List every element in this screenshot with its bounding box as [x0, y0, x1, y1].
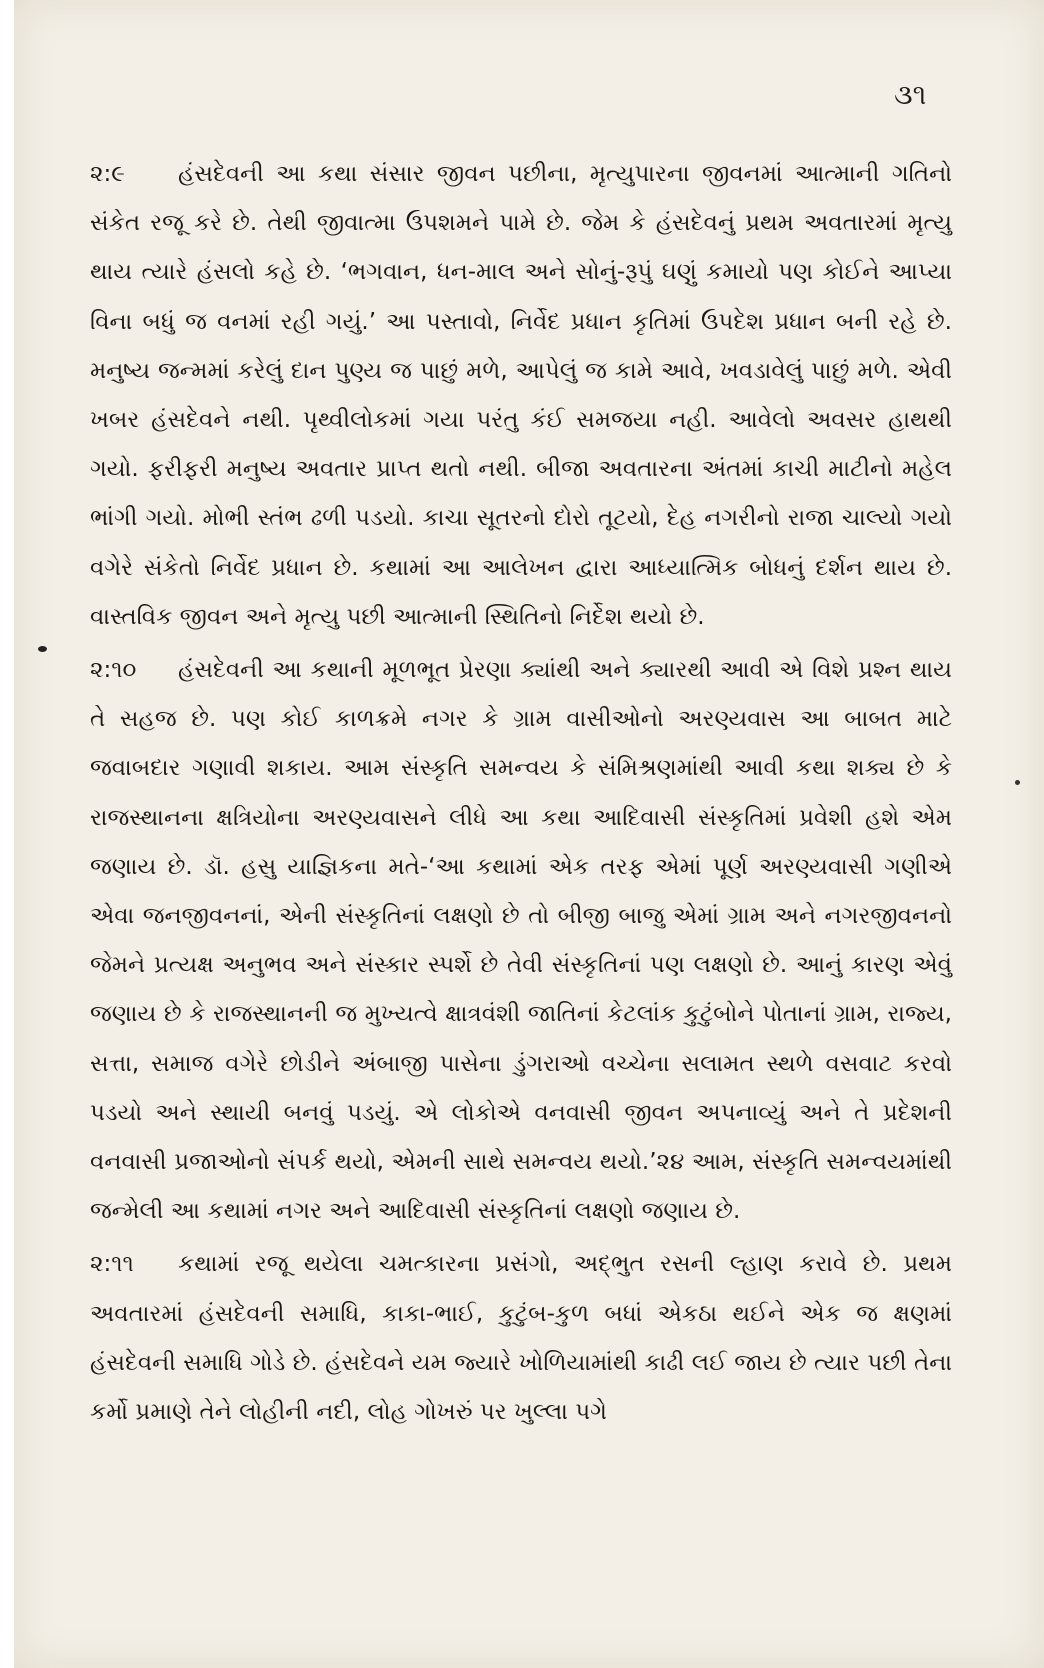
body-text — [90, 150, 952, 1441]
paragraph-2-9 — [90, 150, 952, 642]
margin-mark — [38, 646, 47, 652]
paragraph-text: હંસદેવની આ કથા સંસાર જીવન પછીના, મૃત્યુપારના જીવનમાં આત્માની ગતિનો સંકેત રજૂ કરે છે. તેથી જીવાત્મા ઉપશમને પામે છે. જેમ કે હંસદેવનું પ્રથમ અવતારમાં મૃત્યુ થાય ત્યારે હંસલો કહે છે. ‘ભગવાન, ધન-માલ અને સોનું-રૂપું ઘણું કમાયો પણ કોઈને આપ્યા વિના બધું જ વનમાં રહી ગયું.’ આ પસ્તાવો, નિર્વેદ પ્રધાન કૃતિમાં ઉપદેશ પ્રધાન બની રહે છે. મનુષ્ય જન્મમાં કરેલું દાન પુણ્ય જ પાછું મળે, આપેલું જ કામે આવે, ખવડાવેલું પાછું મળે. એવી ખબર હંસદેવને નથી. પૃથ્વીલોકમાં ગયા પરંતુ કંઈ સમજયા નહી. આવેલો અવસર હાથથી ગયો. ફરીફરી મનુષ્ય અવતાર પ્રાપ્ત થતો નથી. બીજા અવતારના અંતમાં કાચી માટીનો મહેલ ભાંગી ગયો. મોભી સ્તંભ ઢળી પડયો. કાચા સૂતરનો દોરો તૂટયો, દેહ નગરીનો રાજા ચાલ્યો ગયો વગેરે સંકેતો નિર્વેદ પ્રધાન છે. કથામાં આ આલેખન દ્વારા આધ્યાત્મિક બોધનું દર્શન થાય છે. વાસ્તવિક જીવન અને મૃત્યુ પછી આત્માની સ્થિતિનો નિર્દેશ થયો છે. — [90, 161, 952, 630]
paragraph-2-11 — [90, 1240, 952, 1437]
paragraph-text: કથામાં રજૂ થયેલા ચમત્કારના પ્રસંગો, અદ્‌ભુત રસની લ્હાણ કરાવે છે. પ્રથમ અવતારમાં હંસદેવની સમાધિ, કાકા-ભાઈ, કુટુંબ-કુળ બધાં એકઠા થઈને એક જ ક્ષણમાં હંસદેવની સમાધિ ગોડે છે. હંસદેવને યમ જ્યારે ખોળિયામાંથી કાઢી લઈ જાય છે ત્યાર પછી તેના કર્મો પ્રમાણે તેને લોહીની નદી, લોહ ગોખરું પર ખુલ્લા પગે — [90, 1251, 952, 1426]
page-number: ૩૧ — [894, 78, 927, 111]
book-page — [14, 0, 1044, 1668]
paragraph-2-10 — [90, 646, 952, 1236]
paragraph-number: ૨:૧૦ — [90, 657, 137, 684]
margin-dot — [1015, 780, 1020, 785]
paragraph-number: ૨:૧૧ — [90, 1251, 134, 1278]
paragraph-number: ૨:૯ — [90, 161, 125, 187]
paragraph-text: હંસદેવની આ કથાની મૂળભૂત પ્રેરણા ક્યાંથી અને ક્યારથી આવી એ વિશે પ્રશ્ન થાય તે સહજ છે. પણ કોઈ કાળક્રમે નગર કે ગ્રામ વાસીઓનો અરણ્યવાસ આ બાબત માટે જવાબદાર ગણાવી શકાય. આમ સંસ્કૃતિ સમન્વય કે સંમિશ્રણમાંથી આવી કથા શક્ય છે કે રાજસ્થાનના ક્ષત્રિયોના અરણ્યવાસને લીધે આ કથા આદિવાસી સંસ્કૃતિમાં પ્રવેશી હશે એમ જણાય છે. ડૉ. હસુ યાજ્ઞિકના મતે-‘આ કથામાં એક તરફ એમાં પૂર્ણ અરણ્યવાસી ગણીએ એવા જનજીવનનાં, એની સંસ્કૃતિનાં લક્ષણો છે તો બીજી બાજુ એમાં ગ્રામ અને નગરજીવનનો જેમને પ્રત્યક્ષ અનુભવ અને સંસ્કાર સ્પર્શે છે તેવી સંસ્કૃતિનાં પણ લક્ષણો છે. આનું કારણ એવું જણાય છે કે રાજસ્થાનની જ મુખ્યત્વે ક્ષાત્રવંશી જાતિનાં કેટલાંક કુટુંબોને પોતાનાં ગ્રામ, રાજ્ય, સત્તા, સમાજ વગેરે છોડીને અંબાજી પાસેના ડુંગરાઓ વચ્ચેના સલામત સ્થળે વસવાટ કરવો પડયો અને સ્થાયી બનવું પડયું. એ લોકોએ વનવાસી જીવન અપનાવ્યું અને તે પ્રદેશની વનવાસી પ્રજાઓનો સંપર્ક થયો, એમની સાથે સમન્વય થયો.’૨૪ આમ, સંસ્કૃતિ સમન્વયમાંથી જન્મેલી આ કથામાં નગર અને આદિવાસી સંસ્કૃતિનાં લક્ષણો જણાય છે. — [90, 657, 952, 1225]
